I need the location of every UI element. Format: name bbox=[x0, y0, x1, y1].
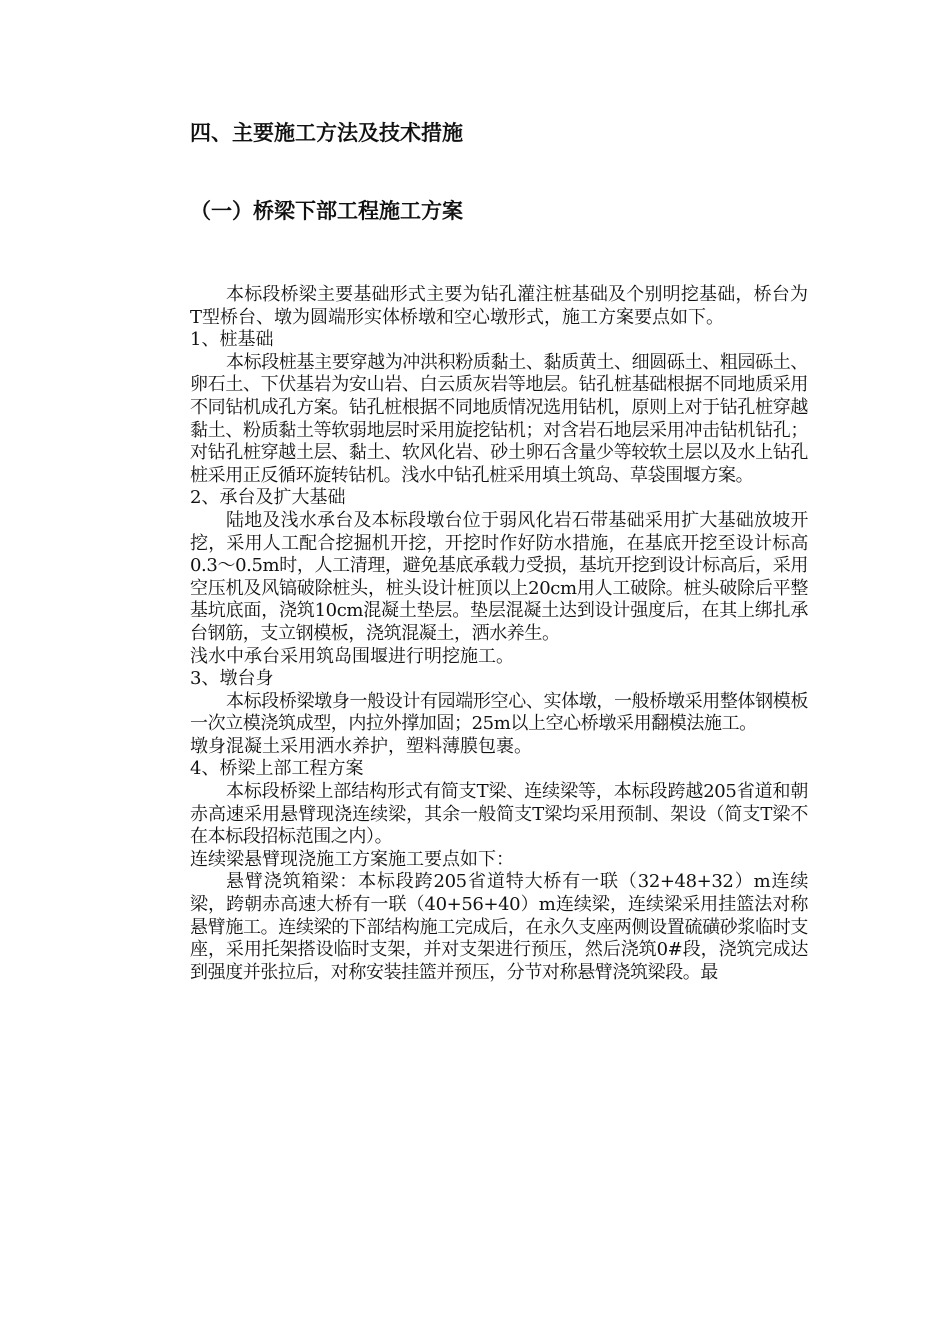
document-content bbox=[190, 118, 808, 984]
cantilever-casting-paragraph: 悬臂浇筑箱梁：本标段跨205省道特大桥有一联（32+48+32）m连续梁，跨朝赤高速大桥有一联（40+56+40）m连续梁，连续梁采用挂篮法对称悬臂施工。连续梁的下部结构施工完成后，在永久支座两侧设置硫磺砂浆临时支座，采用托架搭设临时支架，并对支架进行预压，然后浇筑0#段，浇筑完成达到强度并张拉后，对称安装挂篮并预压，分节对称悬臂浇筑梁段。最 bbox=[190, 871, 808, 983]
subsection-heading: （一）桥梁下部工程施工方案 bbox=[190, 199, 463, 223]
item-heading-cap-foundation: 2、承台及扩大基础 bbox=[190, 487, 346, 509]
intro-paragraph: 本标段桥梁主要基础形式主要为钻孔灌注桩基础及个别明挖基础，桥台为T型桥台、墩为圆端形实体桥墩和空心墩形式，施工方案要点如下。 bbox=[190, 284, 808, 328]
item-heading-pile-foundation: 1、桩基础 bbox=[190, 329, 274, 351]
item-heading-superstructure: 4、桥梁上部工程方案 bbox=[190, 758, 364, 780]
superstructure-paragraph: 本标段桥梁上部结构形式有简支T梁、连续梁等，本标段跨越205省道和朝赤高速采用悬臂现浇连续梁，其余一般简支T梁均采用预制、架设（简支T梁不在本标段招标范围之内）。 bbox=[190, 781, 808, 848]
continuous-beam-intro-paragraph: 连续梁悬臂现浇施工方案施工要点如下： bbox=[190, 848, 514, 870]
pile-foundation-paragraph: 本标段桩基主要穿越为冲洪积粉质黏土、黏质黄土、细圆砾土、粗园砾土、卵石土、下伏基岩为安山岩、白云质灰岩等地层。钻孔桩基础根据不同地质采用不同钻机成孔方案。钻孔桩根据不同地质情况选用钻机，原则上对于钻孔桩穿越黏土、粉质黏土等软弱地层时采用旋挖钻机；对含岩石地层采用冲击钻机钻孔；对钻孔桩穿越土层、黏土、软风化岩、砂土卵石含量少等较软土层以及水上钻孔桩采用正反循环旋转钻机。浅水中钻孔桩采用填土筑岛、草袋围堰方案。 bbox=[190, 351, 808, 486]
section-heading: 四、主要施工方法及技术措施 bbox=[190, 121, 463, 145]
document-body bbox=[190, 284, 808, 984]
pier-body-paragraph: 本标段桥梁墩身一般设计有园端形空心、实体墩，一般桥墩采用整体钢模板一次立模浇筑成型，内拉外撑加固；25m以上空心桥墩采用翻模法施工。 bbox=[190, 690, 808, 735]
item-heading-pier-body: 3、墩台身 bbox=[190, 668, 274, 690]
shallow-water-cap-paragraph: 浅水中承台采用筑岛围堰进行明挖施工。 bbox=[190, 645, 514, 667]
cap-foundation-paragraph: 陆地及浅水承台及本标段墩台位于弱风化岩石带基础采用扩大基础放坡开挖，采用人工配合挖掘机开挖，开挖时作好防水措施，在基底开挖至设计标高0.3～0.5m时，人工清理，避免基底承载力受损，基坑开挖到设计标高后，采用空压机及风镐破除桩头，桩头设计桩顶以上20cm用人工破除。桩头破除后平整基坑底面，浇筑10cm混凝土垫层。垫层混凝土达到设计强度后，在其上绑扎承台钢筋，支立钢模板，浇筑混凝土，洒水养生。 bbox=[190, 509, 808, 644]
pier-curing-paragraph: 墩身混凝土采用洒水养护，塑料薄膜包裹。 bbox=[190, 735, 532, 757]
